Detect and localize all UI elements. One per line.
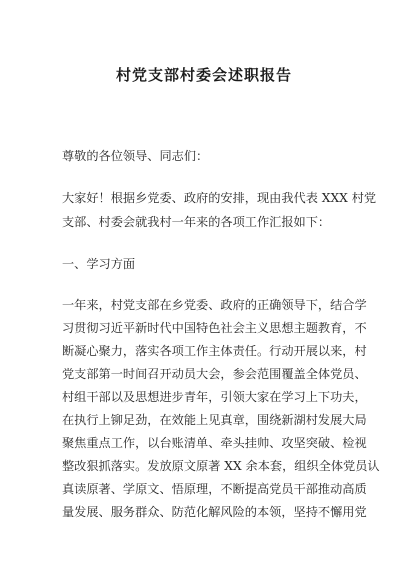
body-line: 习贯彻习近平新时代中国特色社会主义思想主题教育，不 (62, 321, 367, 335)
body-line: 整改狠抓落实。发放原文原著 XX 余本套，组织全体党员认 (62, 459, 380, 473)
intro-line: 大家好！根据乡党委、政府的安排，现由我代表 XXX 村党 (62, 191, 377, 205)
body-line: 真读原著、学原文、悟原理，不断提高党员干部推动高质 (62, 482, 367, 496)
body-line: 聚焦重点工作，以台账清单、牵头挂帅、攻坚突破、检视 (62, 436, 367, 450)
body-line: 村组干部以及思想进步青年，引领大家在学习上下功夫， (62, 390, 367, 404)
salutation: 尊敬的各位领导、同志们： (62, 149, 209, 163)
body-line: 断凝心聚力，落实各项工作主体责任。行动开展以来，村 (62, 344, 367, 358)
body-line: 党支部第一时间召开动员大会，参会范围覆盖全体党员、 (62, 367, 367, 381)
body-line: 在执行上铆足劲，在效能上见真章，围绕新湖村发展大局 (62, 413, 367, 427)
body-line: 一年来，村党支部在乡党委、政府的正确领导下，结合学 (62, 298, 367, 312)
body-line: 量发展、服务群众、防范化解风险的本领，坚持不懈用党 (62, 505, 367, 519)
document-title: 村党支部村委会述职报告 (115, 66, 292, 84)
intro-line: 支部、村委会就我村一年来的各项工作汇报如下： (62, 215, 331, 229)
section-heading: 一、学习方面 (62, 257, 136, 271)
